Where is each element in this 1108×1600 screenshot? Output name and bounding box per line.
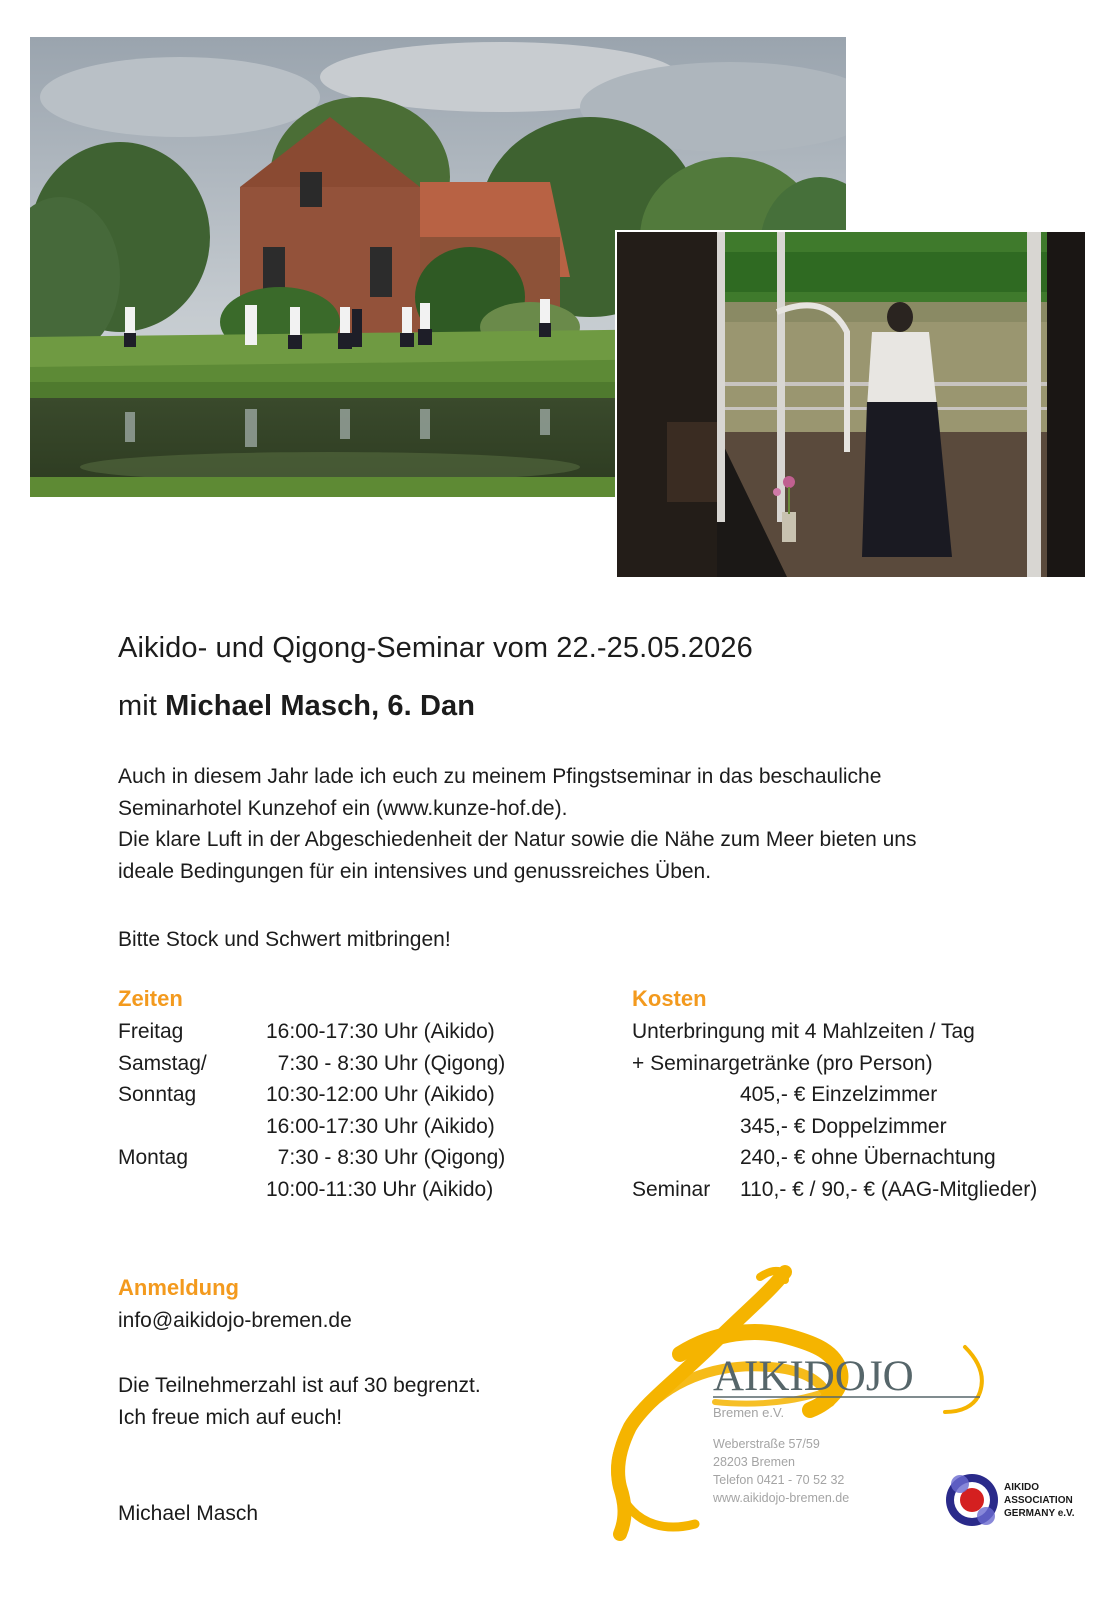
logo-dojo: DOJO xyxy=(803,1353,914,1400)
seminar-price: 110,- € / 90,- € (AAG-Mitglieder) xyxy=(740,1177,1038,1201)
signature: Michael Masch xyxy=(118,1502,259,1525)
schedule-time: 10:30-12:00 Uhr (Aikido) xyxy=(266,1083,495,1106)
schedule-time: 16:00-17:30 Uhr (Aikido) xyxy=(266,1020,495,1043)
schedule-day: Sonntag xyxy=(118,1083,197,1106)
costs-heading: Kosten xyxy=(632,986,707,1011)
logo-address-line: www.aikidojo-bremen.de xyxy=(713,1491,850,1505)
signup-email-link[interactable]: info@aikidojo-bremen.de xyxy=(118,1309,352,1332)
teacher-prefix: mit xyxy=(118,690,166,722)
aag-line: GERMANY e.V. xyxy=(1004,1508,1075,1519)
limit-line: Die Teilnehmerzahl ist auf 30 begrenzt. xyxy=(118,1374,481,1397)
logo-sub: Bremen e.V. xyxy=(713,1405,785,1420)
logo-address-line: Telefon 0421 - 70 52 32 xyxy=(713,1473,845,1487)
schedule-day: Samstag/ xyxy=(118,1051,207,1075)
schedule-day: Freitag xyxy=(118,1020,184,1043)
intro-line: Auch in diesem Jahr lade ich euch zu meinem Pfingstseminar in das beschauliche xyxy=(118,765,882,788)
price-row xyxy=(632,1142,996,1174)
schedule-row xyxy=(118,1016,495,1048)
participant-limit-note xyxy=(118,1370,481,1434)
price-no-overnight: 240,- € ohne Übernachtung xyxy=(740,1146,996,1169)
logo-address-line: 28203 Bremen xyxy=(713,1455,796,1469)
times-heading: Zeiten xyxy=(118,986,183,1011)
signup-section xyxy=(118,1275,352,1337)
price-row xyxy=(632,1174,1038,1206)
price-single: 405,- € Einzelzimmer xyxy=(740,1083,938,1106)
schedule-row xyxy=(118,1174,494,1206)
limit-line: Ich freue mich auf euch! xyxy=(118,1406,343,1429)
schedule-day: Montag xyxy=(118,1146,189,1169)
seminar-teacher xyxy=(118,690,475,723)
seminar-title: Aikido- und Qigong-Seminar vom 22.-25.05.2026 xyxy=(118,632,753,664)
costs-line: + Seminargetränke (pro Person) xyxy=(632,1051,933,1075)
signup-heading: Anmeldung xyxy=(118,1275,239,1300)
doorway-photo xyxy=(617,232,1085,577)
schedule-row xyxy=(118,1142,506,1174)
price-row xyxy=(632,1079,975,1111)
aag-line: ASSOCIATION xyxy=(1004,1495,1073,1506)
logo-address-line: Weberstraße 57/59 xyxy=(713,1437,820,1451)
intro-line: ideale Bedingungen für ein intensives und genussreiches Üben. xyxy=(118,859,712,883)
schedule-time: 7:30 - 8:30 Uhr (Qigong) xyxy=(266,1051,506,1075)
logo-aiki: AIKI xyxy=(713,1353,804,1400)
aag-logo xyxy=(942,1470,1092,1540)
price-row xyxy=(632,1111,975,1143)
aag-line: AIKIDO xyxy=(1004,1482,1039,1493)
schedule-time: 7:30 - 8:30 Uhr (Qigong) xyxy=(266,1146,506,1169)
intro-line: Seminarhotel Kunzehof ein (www.kunze-hof.de). xyxy=(118,796,568,820)
seminar-label: Seminar xyxy=(632,1177,711,1201)
intro-text xyxy=(118,761,1018,887)
schedule-row xyxy=(118,1079,495,1111)
teacher-name: Michael Masch, 6. Dan xyxy=(165,690,476,722)
times-section xyxy=(118,986,506,1205)
schedule-row xyxy=(118,1111,495,1143)
schedule-time: 16:00-17:30 Uhr (Aikido) xyxy=(266,1114,495,1138)
costs-section xyxy=(632,986,1038,1205)
intro-line: Die klare Luft in der Abgeschiedenheit der Natur sowie die Nähe zum Meer bieten uns xyxy=(118,828,917,851)
schedule-time: 10:00-11:30 Uhr (Aikido) xyxy=(266,1177,494,1201)
schedule-row xyxy=(118,1048,506,1080)
price-double: 345,- € Doppelzimmer xyxy=(740,1114,947,1138)
svg-text:AIKIDOJO xyxy=(713,1353,914,1400)
bring-equipment-note: Bitte Stock und Schwert mitbringen! xyxy=(118,928,451,951)
costs-line: Unterbringung mit 4 Mahlzeiten / Tag xyxy=(632,1020,975,1043)
